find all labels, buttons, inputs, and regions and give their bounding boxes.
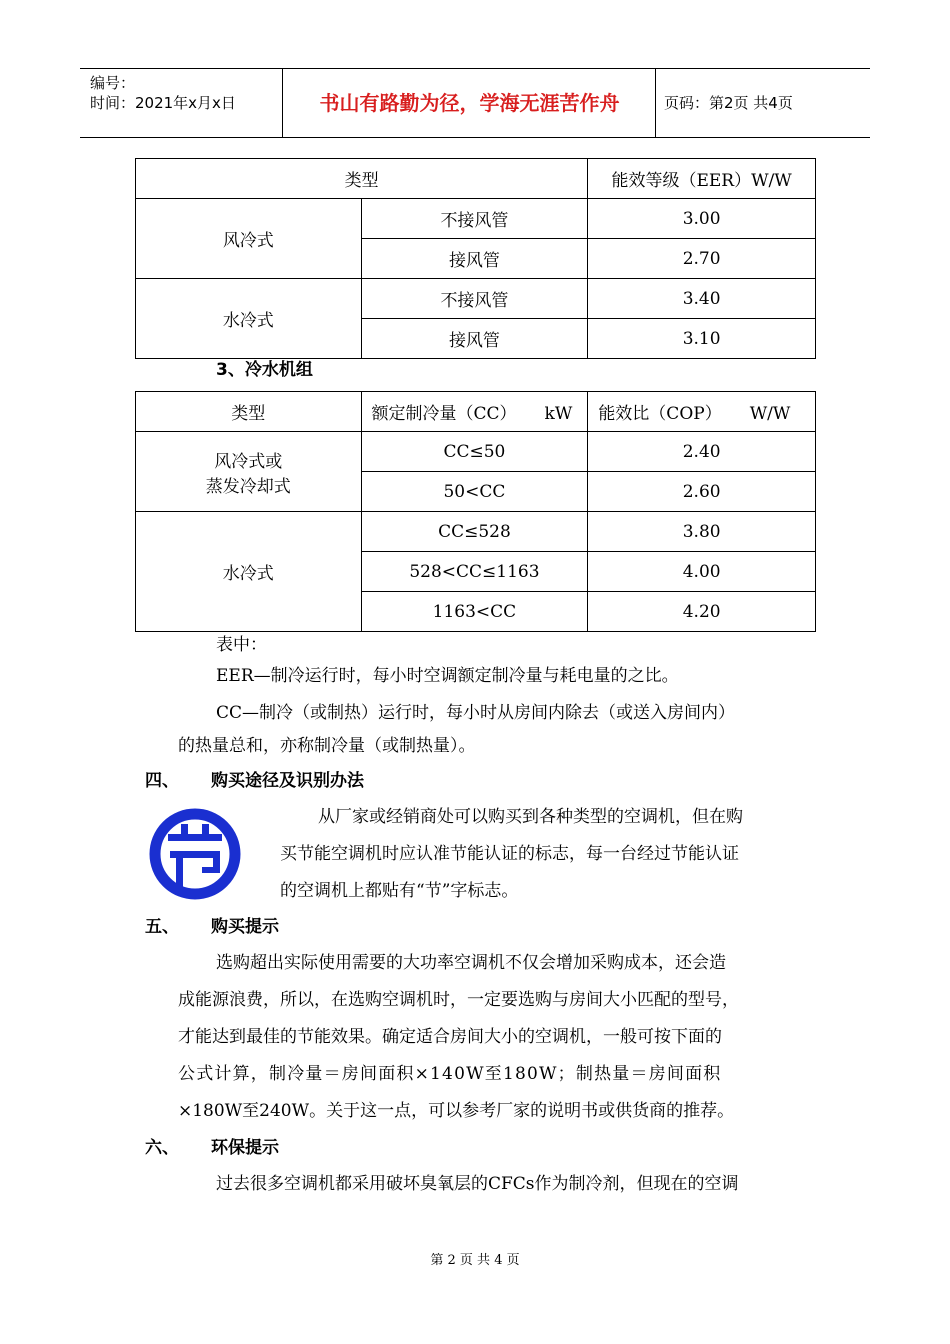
section-5-heading (145, 916, 279, 938)
section-5-line: 成能源浪费，所以，在选购空调机时，一定要选购与房间大小匹配的型号， (178, 990, 739, 1010)
table-header-cell: 类型 (136, 159, 588, 199)
table-group-cell: 水冷式 (136, 279, 362, 359)
table-row (136, 392, 816, 432)
table-cell: 2.60 (588, 472, 816, 512)
table-cell: 3.40 (588, 279, 816, 319)
notes-intro: 表中： (216, 635, 267, 655)
section-3-title: 3、冷水机组 (216, 360, 313, 380)
table-cell: 接风管 (361, 319, 588, 359)
number-label: 编号： (90, 74, 136, 92)
table-row (136, 279, 816, 319)
table-header-cell (361, 392, 588, 432)
jie-logo-icon (148, 807, 242, 901)
table-cell: 3.10 (588, 319, 816, 359)
table-row (136, 512, 816, 552)
section-4-line: 的空调机上都贴有“节”字标志。 (280, 881, 519, 901)
page-header (80, 68, 870, 138)
eer-table (135, 158, 816, 359)
energy-saving-logo (148, 807, 242, 901)
cop-unit-label: W/W (749, 404, 791, 424)
table-cell: 1163<CC (361, 592, 588, 632)
table-cell: 4.20 (588, 592, 816, 632)
cop-header-label: 能效比（COP） (598, 404, 722, 424)
table-cell: 528<CC≤1163 (361, 552, 588, 592)
cc-header-label: 额定制冷量（CC） (371, 404, 517, 424)
section-6-line: 过去很多空调机都采用破坏臭氧层的CFCs作为制冷剂，但现在的空调 (216, 1174, 739, 1194)
table-row (136, 159, 816, 199)
section-title: 购买途径及识别办法 (211, 771, 364, 791)
note-eer: EER—制冷运行时，每小时空调额定制冷量与耗电量的之比。 (216, 666, 679, 686)
table-row (136, 432, 816, 472)
header-motto: 书山有路勤为径，学海无涯苦作舟 (319, 91, 620, 115)
table-header-cell: 类型 (136, 392, 362, 432)
section-6-heading (145, 1137, 279, 1159)
table-cell: 3.00 (588, 199, 816, 239)
section-number: 五、 (145, 917, 179, 937)
page-footer: 第 2 页 共 4 页 (430, 1253, 520, 1268)
table-cell: CC≤528 (361, 512, 588, 552)
section-4-line: 从厂家或经销商处可以购买到各种类型的空调机，但在购 (318, 807, 743, 827)
section-number: 四、 (145, 771, 179, 791)
table-cell: 4.00 (588, 552, 816, 592)
table-row (136, 199, 816, 239)
header-divider (655, 69, 656, 137)
table-cell: 2.40 (588, 432, 816, 472)
section-title: 环保提示 (211, 1138, 279, 1158)
section-5-line: 公式计算，制冷量＝房间面积×140W至180W；制热量＝房间面积 (178, 1064, 722, 1084)
section-4-heading (145, 770, 364, 792)
note-cc-line1: CC—制冷（或制热）运行时，每小时从房间内除去（或送入房间内） (216, 703, 736, 723)
table-cell: 接风管 (361, 239, 588, 279)
section-5-line: 才能达到最佳的节能效果。确定适合房间大小的空调机，一般可按下面的 (178, 1027, 722, 1047)
logo-glyph: 节 (194, 859, 196, 860)
table-cell: 3.80 (588, 512, 816, 552)
section-4-line: 买节能空调机时应认准节能认证的标志，每一台经过节能认证 (280, 844, 739, 864)
table-header-cell (588, 392, 816, 432)
table-cell: 50<CC (361, 472, 588, 512)
note-cc-line2: 的热量总和，亦称制冷量（或制热量）。 (178, 736, 476, 756)
group-label-line: 蒸发冷却式 (205, 476, 291, 497)
cc-unit-label: kW (544, 404, 573, 424)
section-5-line: 选购超出实际使用需要的大功率空调机不仅会增加采购成本，还会造 (216, 953, 726, 973)
table-cell: CC≤50 (361, 432, 588, 472)
table-group-cell (136, 432, 362, 512)
header-page-info: 页码：第2页 共4页 (664, 94, 793, 112)
table-cell: 不接风管 (361, 279, 588, 319)
section-number: 六、 (145, 1138, 179, 1158)
header-meta (90, 73, 236, 113)
cop-table (135, 391, 816, 632)
section-5-line: ×180W至240W。关于这一点，可以参考厂家的说明书或供货商的推荐。 (178, 1101, 735, 1121)
group-label-line: 风冷式或 (214, 451, 283, 472)
table-header-cell: 能效等级（EER）W/W (588, 159, 816, 199)
section-title: 购买提示 (211, 917, 279, 937)
table-group-cell: 水冷式 (136, 512, 362, 632)
table-cell: 2.70 (588, 239, 816, 279)
table-group-cell: 风冷式 (136, 199, 362, 279)
table-cell: 不接风管 (361, 199, 588, 239)
time-label: 时间：2021年x月x日 (90, 94, 236, 112)
